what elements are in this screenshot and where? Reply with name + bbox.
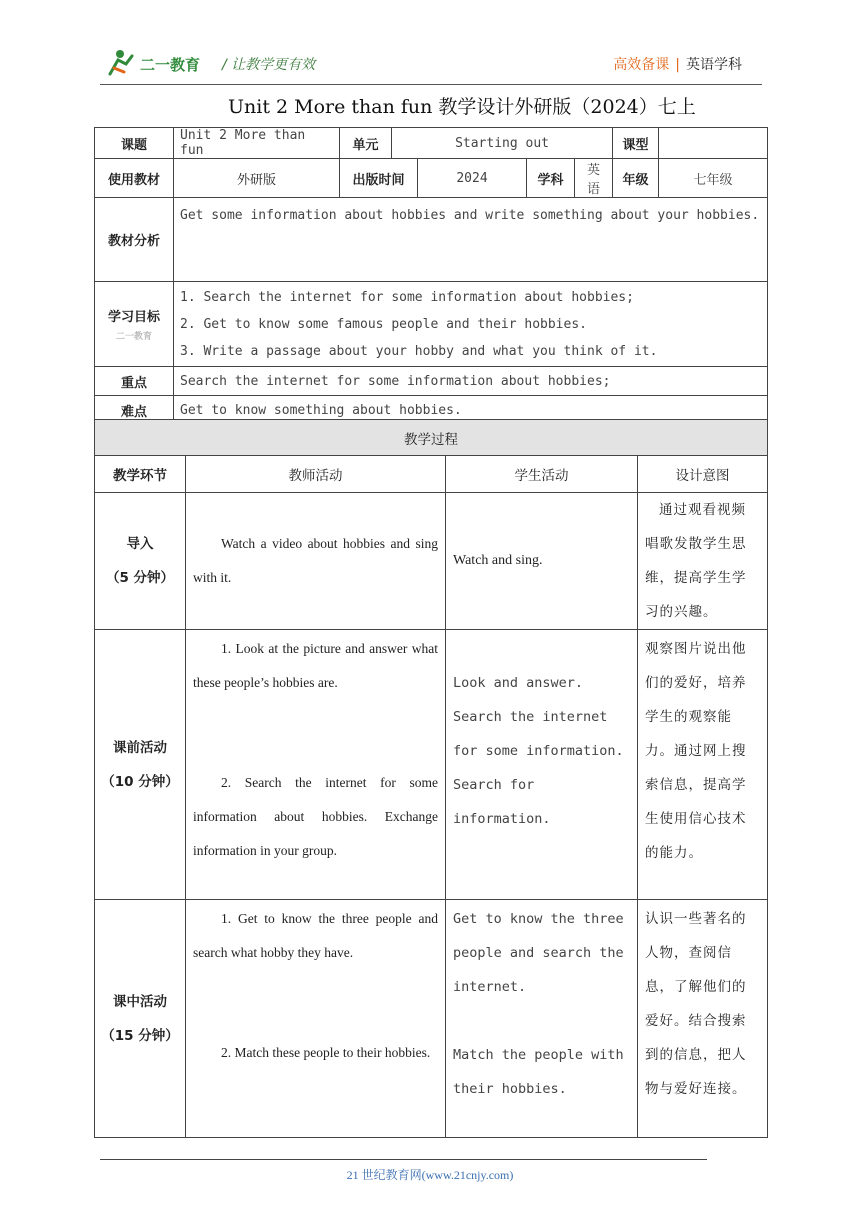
student-activity <box>446 493 638 630</box>
analysis-label: 教材分析 <box>95 198 174 282</box>
subject-label: 学科 <box>527 159 575 198</box>
process-title: 教学过程 <box>95 420 768 456</box>
header-stage: 教学环节 <box>95 456 186 493</box>
student-step: Look and answer. <box>453 675 584 691</box>
pubtime-value: 2024 <box>418 159 527 198</box>
header-teacher: 教师活动 <box>186 456 446 493</box>
watermark-logo: 二一教育 <box>115 332 152 342</box>
analysis-value: Get some information about hobbies and write something about your hobbies. <box>174 198 768 282</box>
unit-label: 单元 <box>340 128 392 159</box>
grade-label: 年级 <box>613 159 659 198</box>
intent-text: 通过观看视频唱歌发散学生思维，提高学生学习的兴趣。 <box>645 502 747 620</box>
teacher-step: 2. Match these people to their hobbies. <box>221 1045 431 1060</box>
stage-name: 课中活动 <box>113 993 167 1010</box>
slogan: / 让教学更有效 <box>222 57 316 73</box>
brand-logo <box>106 48 216 78</box>
goals-label: 学习目标 <box>107 310 160 325</box>
grade-value: 七年级 <box>659 159 768 198</box>
goal-item: 1. Search the internet for some information about hobbies; <box>180 289 634 305</box>
student-activity <box>446 900 638 1138</box>
header-separator: | <box>675 57 680 73</box>
stage-cell <box>95 900 186 1138</box>
type-label: 课型 <box>613 128 659 159</box>
intent-text: 观察图片说出他们的爱好，培养学生的观察能力。通过网上搜索信息，提高学生使用信心技术的能力。 <box>645 641 747 861</box>
subject-value: 英语 <box>575 159 613 198</box>
stage-name: 导入 <box>126 536 154 552</box>
design-intent <box>638 900 768 1138</box>
type-value <box>659 128 768 159</box>
stage-time: （15 分钟） <box>101 1027 179 1044</box>
design-intent <box>638 630 768 900</box>
document-title: Unit 2 More than fun 教学设计外研版（2024）七上 <box>228 96 696 118</box>
student-step: Match the people with their hobbies. <box>453 1047 624 1097</box>
stage-cell <box>95 493 186 630</box>
header-intent: 设计意图 <box>638 456 768 493</box>
teacher-step: 1. Get to know the three people and search what hobby they have. <box>193 911 438 960</box>
header-subject-name: 英语学科 <box>686 57 742 73</box>
header-student: 学生活动 <box>446 456 638 493</box>
key-label: 重点 <box>95 367 174 396</box>
stage-time: （5 分钟） <box>105 570 175 586</box>
brand-name: 二一教育 <box>140 56 201 74</box>
teacher-step: 2. Search the internet for some information about hobbies. Exchange information in your group. <box>193 775 438 858</box>
topic-value: Unit 2 More than fun <box>174 128 340 159</box>
difficult-value: Get to know something about hobbies. <box>174 396 768 425</box>
student-step: Watch and sing. <box>453 553 543 568</box>
stage-cell <box>95 630 186 900</box>
difficult-label: 难点 <box>95 396 174 425</box>
intent-text: 认识一些著名的人物，查阅信息，了解他们的爱好。结合搜索到的信息，把人物与爱好连接。 <box>645 911 747 1097</box>
header-subject <box>613 54 742 74</box>
pubtime-label: 出版时间 <box>340 159 418 198</box>
student-activity <box>446 630 638 900</box>
stage-time: （10 分钟） <box>101 773 179 790</box>
student-step: Search for information. <box>453 777 551 827</box>
goals-list <box>174 282 768 367</box>
key-value: Search the internet for some information about hobbies; <box>174 367 768 396</box>
student-step: Get to know the three people and search the internet. <box>453 911 624 995</box>
goals-label-cell <box>95 282 174 367</box>
teacher-activity <box>186 493 446 630</box>
book-value: 外研版 <box>174 159 340 198</box>
teacher-activity <box>186 900 446 1138</box>
teacher-step: 1. Look at the picture and answer what these people’s hobbies are. <box>193 641 438 690</box>
teacher-activity <box>186 630 446 900</box>
book-label: 使用教材 <box>95 159 174 198</box>
unit-value: Starting out <box>392 128 613 159</box>
footer-link[interactable]: 21 世纪教育网(www.21cnjy.com) <box>346 1168 514 1182</box>
topic-label: 课题 <box>95 128 174 159</box>
header-divider <box>100 84 762 85</box>
header-tag: 高效备课 <box>613 57 670 73</box>
design-intent <box>638 493 768 630</box>
lesson-info-table <box>94 127 768 425</box>
goal-item: 2. Get to know some famous people and their hobbies. <box>180 316 587 332</box>
teacher-step: Watch a video about hobbies and sing with it. <box>193 536 438 585</box>
page-header <box>100 44 760 84</box>
student-step: Search the internet for some information. <box>453 709 624 759</box>
teaching-process-table <box>94 419 768 1138</box>
footer-divider <box>100 1159 707 1160</box>
stage-name: 课前活动 <box>113 739 167 756</box>
goal-item: 3. Write a passage about your hobby and what you think of it. <box>180 343 658 359</box>
